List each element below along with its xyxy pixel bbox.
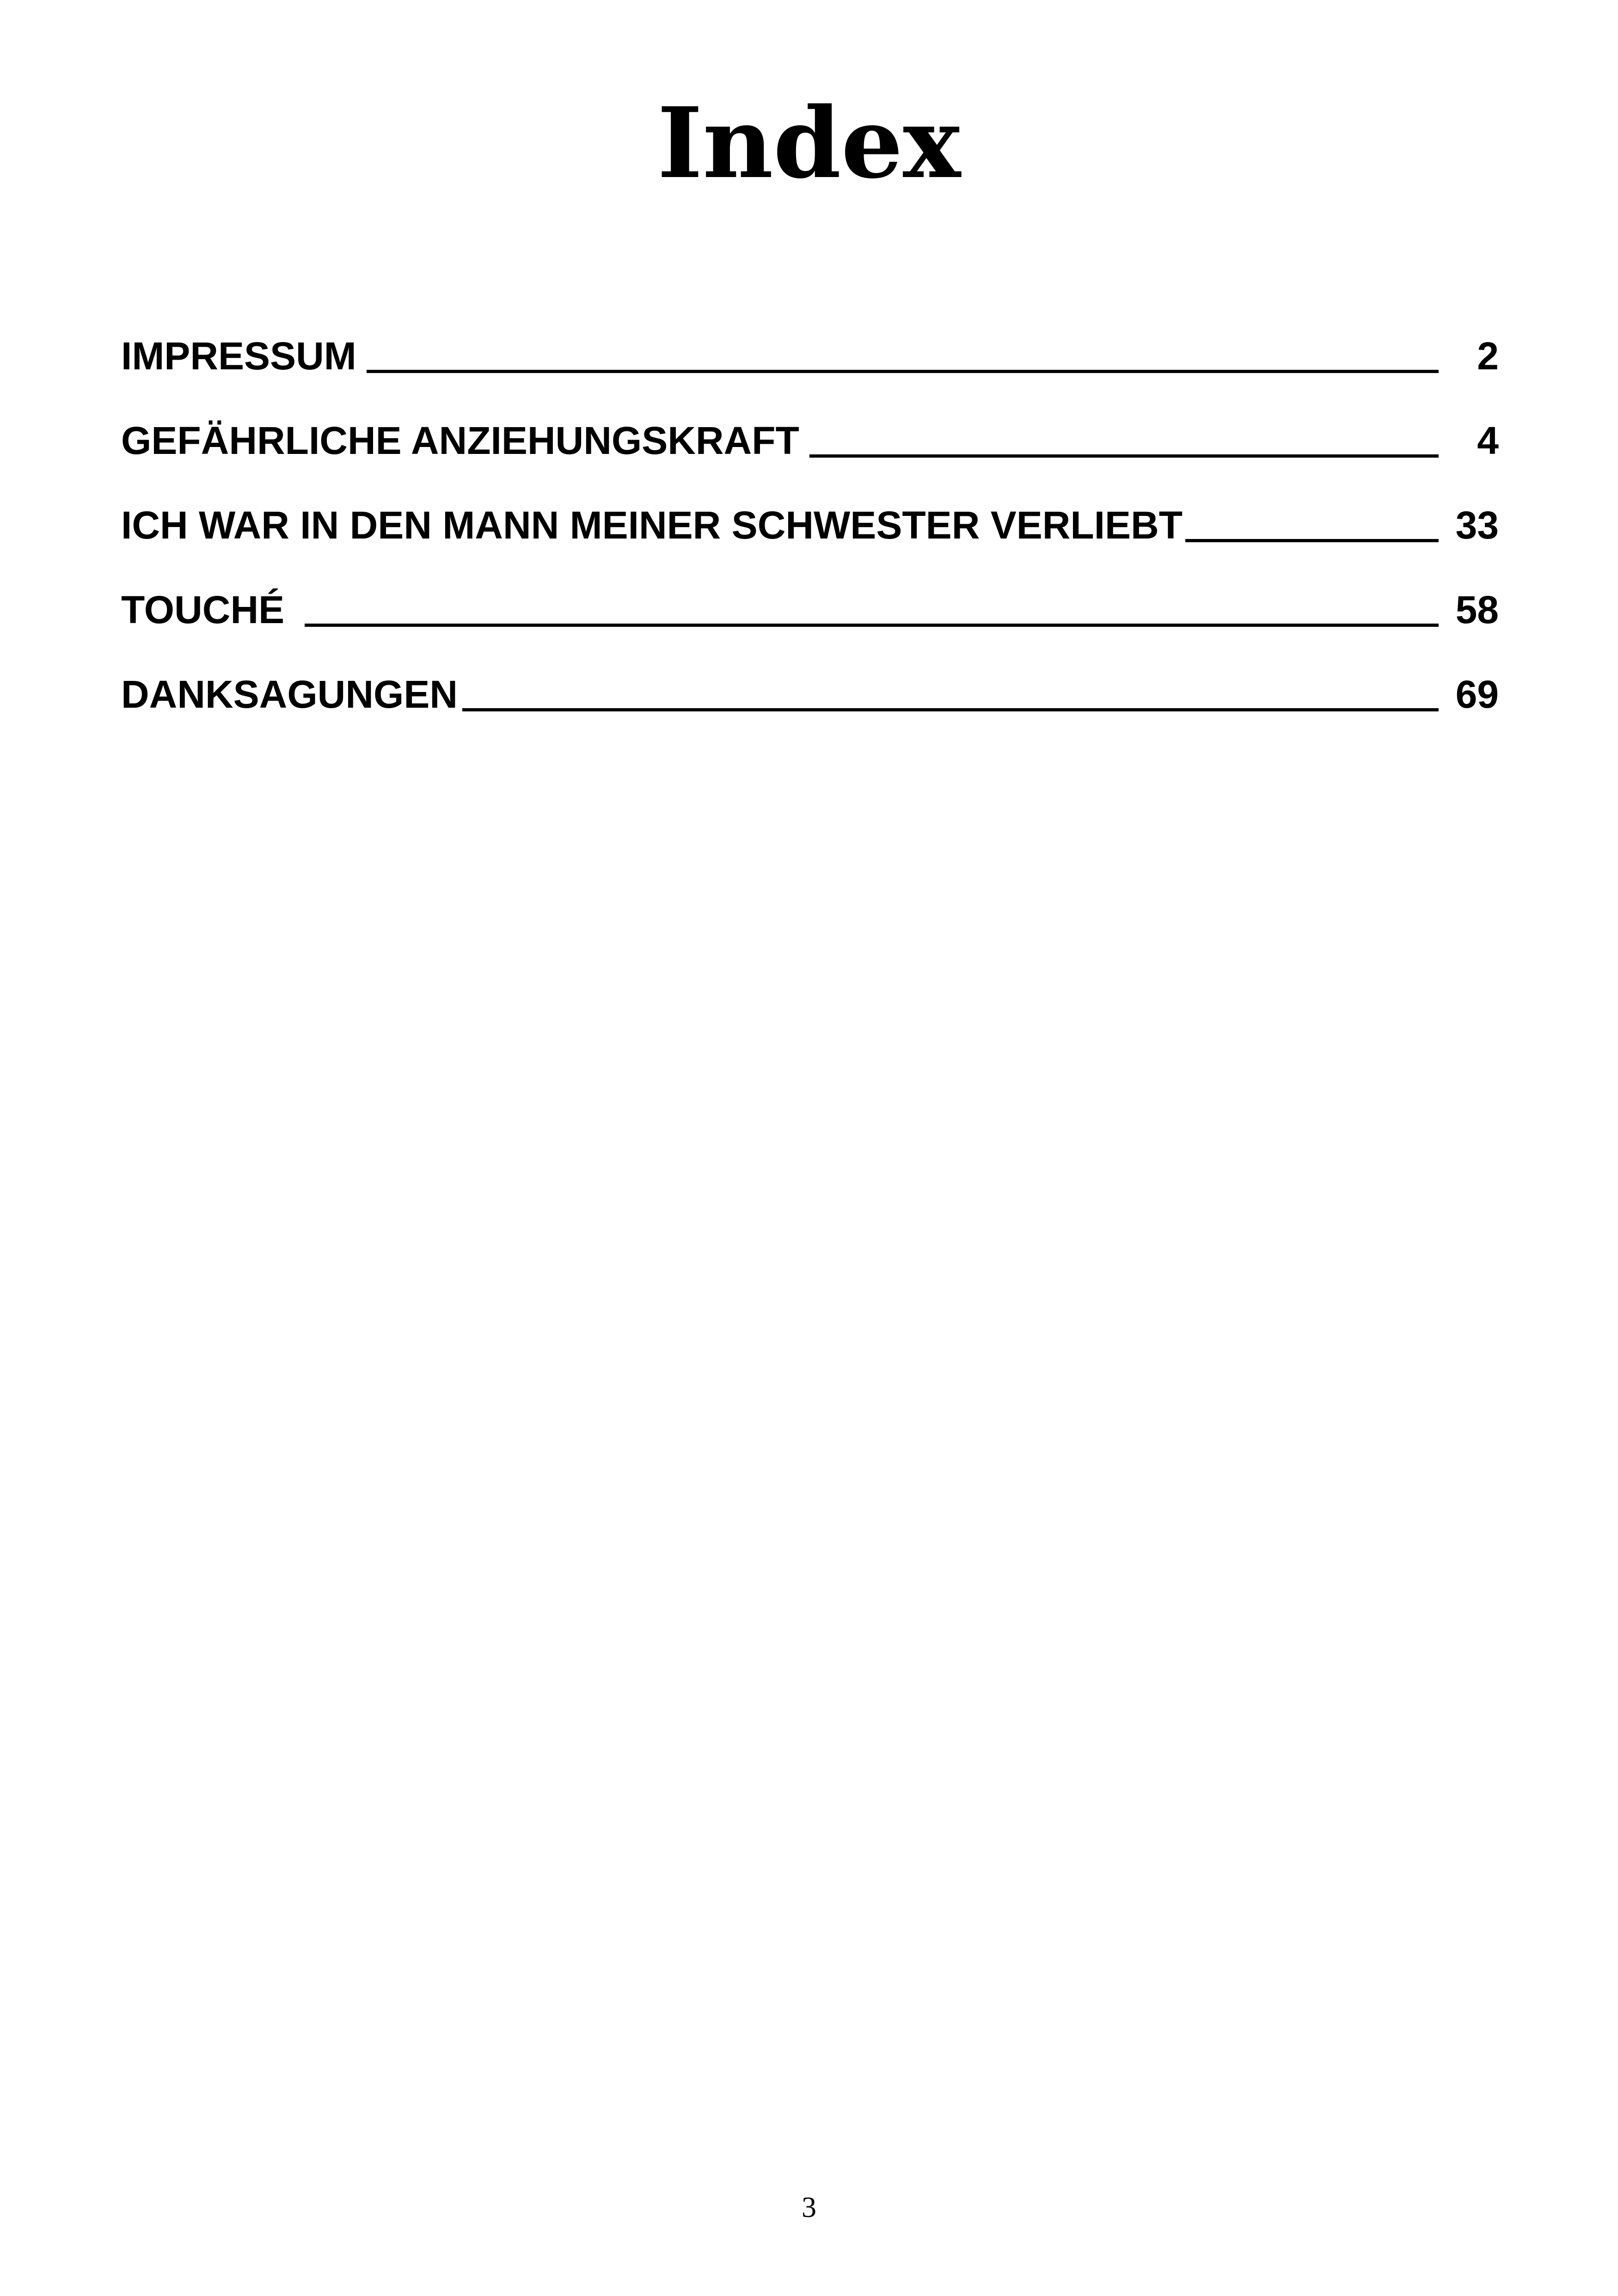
toc-entry-ich-war-in-den-mann[interactable]: [121, 497, 1499, 582]
toc-entry-label: GEFÄHRLICHE ANZIEHUNGSKRAFT: [121, 419, 799, 462]
toc-entry-page: 58: [1455, 588, 1499, 631]
toc-entry-label: ICH WAR IN DEN MANN MEINER SCHWESTER VERLIEBT: [121, 503, 1183, 547]
toc-entry-page: 33: [1455, 503, 1499, 547]
table-of-contents: [121, 328, 1499, 751]
toc-entry-page: 4: [1477, 419, 1499, 462]
toc-entry-label: TOUCHÉ: [121, 588, 285, 631]
toc-entry-label: IMPRESSUM: [121, 334, 356, 378]
page-title: Index: [657, 86, 961, 200]
toc-entry-page: 69: [1455, 673, 1499, 716]
toc-leader-line: [305, 623, 1439, 627]
toc-entry-impressum[interactable]: [121, 328, 1499, 413]
toc-leader-line: [367, 369, 1439, 373]
toc-leader-line: [1185, 539, 1439, 542]
toc-leader-line: [809, 454, 1439, 458]
toc-entry-danksagungen[interactable]: [121, 667, 1499, 751]
toc-leader-line: [462, 708, 1439, 711]
toc-entry-touche[interactable]: [121, 582, 1499, 667]
toc-entry-page: 2: [1477, 334, 1499, 378]
page-number: 3: [802, 2191, 816, 2223]
toc-entry-label: DANKSAGUNGEN: [121, 673, 458, 716]
toc-entry-gefaehrliche-anziehungskraft[interactable]: [121, 413, 1499, 497]
